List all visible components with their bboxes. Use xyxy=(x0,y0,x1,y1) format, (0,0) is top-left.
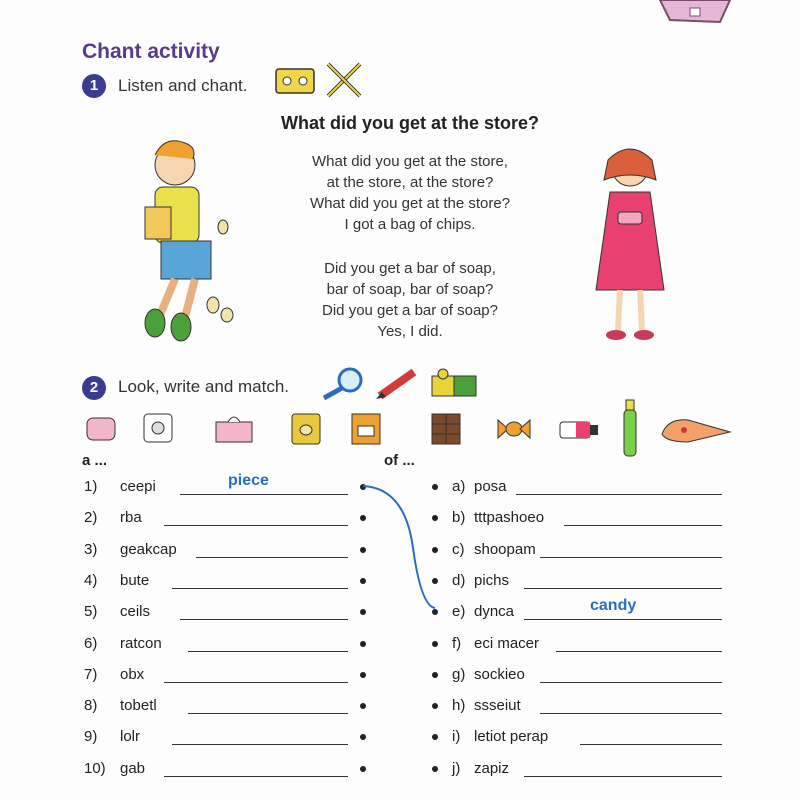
left-item xyxy=(84,760,374,780)
answer-line[interactable] xyxy=(196,557,348,558)
answer-line[interactable] xyxy=(164,682,348,683)
scrambled-word: bute xyxy=(120,571,150,589)
scrambled-word: posa xyxy=(474,478,507,495)
answer-line[interactable] xyxy=(524,619,722,620)
lyric-line: at the store, at the store? xyxy=(326,174,494,191)
left-item xyxy=(84,603,374,623)
lyric-line: What did you get at the store? xyxy=(309,195,511,212)
item-number: j) xyxy=(452,759,461,777)
scrambled-word: letiot perap xyxy=(474,728,549,746)
pizza-slice-icon xyxy=(658,412,734,446)
answer-line[interactable] xyxy=(188,651,348,652)
answer-line[interactable] xyxy=(556,651,722,652)
scrambled-word: sockieo xyxy=(474,665,525,683)
match-dot[interactable] xyxy=(432,641,438,647)
right-item xyxy=(452,541,752,561)
written-answer: piece xyxy=(228,472,269,489)
scrambled-word: ceepi xyxy=(120,478,156,495)
item-number: a) xyxy=(452,478,466,495)
candy-icon xyxy=(494,412,534,446)
answer-line[interactable] xyxy=(172,744,348,745)
chocolate-bar-icon xyxy=(428,410,464,448)
answer-line[interactable] xyxy=(516,494,722,495)
song-verse-2 xyxy=(250,258,570,342)
item-number: g) xyxy=(452,665,466,683)
toothpaste-icon xyxy=(556,414,602,444)
match-dot[interactable] xyxy=(432,766,438,772)
scrambled-word: obx xyxy=(120,665,145,683)
right-item xyxy=(452,666,752,686)
item-number: 5) xyxy=(84,603,98,621)
item-number: 3) xyxy=(84,540,98,558)
answer-line[interactable] xyxy=(540,682,722,683)
item-number: 10) xyxy=(84,759,106,777)
right-item xyxy=(452,572,752,592)
right-item xyxy=(452,509,752,529)
left-item xyxy=(84,635,374,655)
item-number: c) xyxy=(452,540,465,558)
soap-icon xyxy=(84,412,118,444)
right-item xyxy=(452,728,752,748)
scrambled-word: tttpashoeo xyxy=(474,509,545,527)
item-number: 7) xyxy=(84,665,98,683)
right-item xyxy=(452,697,752,717)
match-dot[interactable] xyxy=(360,766,366,772)
exercise-2-instruction: Look, write and match. xyxy=(118,377,290,396)
item-number: e) xyxy=(452,603,466,621)
item-number: 2) xyxy=(84,509,98,527)
scrambled-word: rba xyxy=(120,509,142,527)
answer-line[interactable] xyxy=(164,525,348,526)
answer-line[interactable] xyxy=(172,588,348,589)
left-item xyxy=(84,666,374,686)
written-answer: candy xyxy=(590,597,637,615)
label-a: a ... xyxy=(82,452,108,469)
item-number: h) xyxy=(452,697,466,715)
item-number: f) xyxy=(452,634,462,652)
answer-line[interactable] xyxy=(580,744,722,745)
girl-with-soap-illustration xyxy=(580,140,680,345)
match-dot[interactable] xyxy=(360,672,366,678)
scrambled-word: ssseiut xyxy=(474,697,521,715)
lyric-line: I got a bag of chips. xyxy=(344,216,476,233)
scrambled-word: eci macer xyxy=(474,634,540,652)
scrambled-word: tobetl xyxy=(120,697,157,715)
right-item xyxy=(452,760,752,780)
left-item xyxy=(84,541,374,561)
lyric-line: What did you get at the store, xyxy=(312,153,508,170)
answer-line[interactable] xyxy=(524,776,722,777)
lyric-line: Did you get a bar of soap? xyxy=(322,302,498,319)
answer-line[interactable] xyxy=(188,713,348,714)
match-dot[interactable] xyxy=(432,734,438,740)
section-title: Chant activity xyxy=(82,40,220,63)
answer-line[interactable] xyxy=(540,557,722,558)
scrambled-word: ratcon xyxy=(120,634,162,652)
answer-line[interactable] xyxy=(524,588,722,589)
toilet-paper-icon xyxy=(140,410,178,446)
item-number: 4) xyxy=(84,571,98,589)
magnifying-glass-icon xyxy=(318,366,368,400)
exercise-1-instruction: Listen and chant. xyxy=(118,76,248,95)
match-dot[interactable] xyxy=(432,672,438,678)
tissue-box-icon xyxy=(212,410,258,446)
box-illustration xyxy=(650,0,740,30)
scrambled-word: gab xyxy=(120,759,146,777)
scrambled-word: ceils xyxy=(120,603,151,621)
scrambled-word: lolr xyxy=(120,728,141,746)
lyric-line: bar of soap, bar of soap? xyxy=(326,281,494,298)
left-item xyxy=(84,509,374,529)
boy-eating-chips-illustration xyxy=(115,135,245,345)
answer-line[interactable] xyxy=(564,525,722,526)
lyric-line: Yes, I did. xyxy=(377,323,443,340)
answer-line[interactable] xyxy=(164,776,348,777)
item-number: 6) xyxy=(84,634,98,652)
scrambled-word: zapiz xyxy=(474,759,510,777)
match-dot[interactable] xyxy=(432,703,438,709)
lyric-line: Did you get a bar of soap, xyxy=(324,260,496,277)
right-item xyxy=(452,478,752,498)
item-number: d) xyxy=(452,571,466,589)
scrambled-word: geakcap xyxy=(120,540,177,558)
right-item xyxy=(452,635,752,655)
bag-of-chips-icon xyxy=(288,410,324,448)
left-item xyxy=(84,572,374,592)
scrambled-word: dynca xyxy=(474,603,515,621)
item-number: b) xyxy=(452,509,466,527)
song-verse-1 xyxy=(250,151,570,235)
pencil-icon xyxy=(374,366,420,400)
match-dot[interactable] xyxy=(360,641,366,647)
drumsticks-icon xyxy=(322,60,366,100)
ice-cream-carton-icon xyxy=(348,410,384,448)
answer-line[interactable] xyxy=(180,494,348,495)
item-number: 9) xyxy=(84,728,98,746)
left-item xyxy=(84,697,374,717)
label-of: of ... xyxy=(384,452,415,469)
item-number: 1) xyxy=(84,478,98,495)
exercise-1-number: 1 xyxy=(82,74,106,98)
exercise-2-number: 2 xyxy=(82,376,106,400)
left-item xyxy=(84,728,374,748)
answer-line[interactable] xyxy=(540,713,722,714)
scrambled-word: pichs xyxy=(474,571,510,589)
item-number: 8) xyxy=(84,697,98,715)
bottle-icon xyxy=(620,398,642,460)
item-number: i) xyxy=(452,728,461,746)
answer-line[interactable] xyxy=(180,619,348,620)
cassette-icon xyxy=(274,66,316,96)
match-line xyxy=(355,478,445,618)
scrambled-word: shoopam xyxy=(474,540,536,558)
song-title: What did you get at the store? xyxy=(280,113,539,133)
puzzle-icon xyxy=(428,364,480,400)
